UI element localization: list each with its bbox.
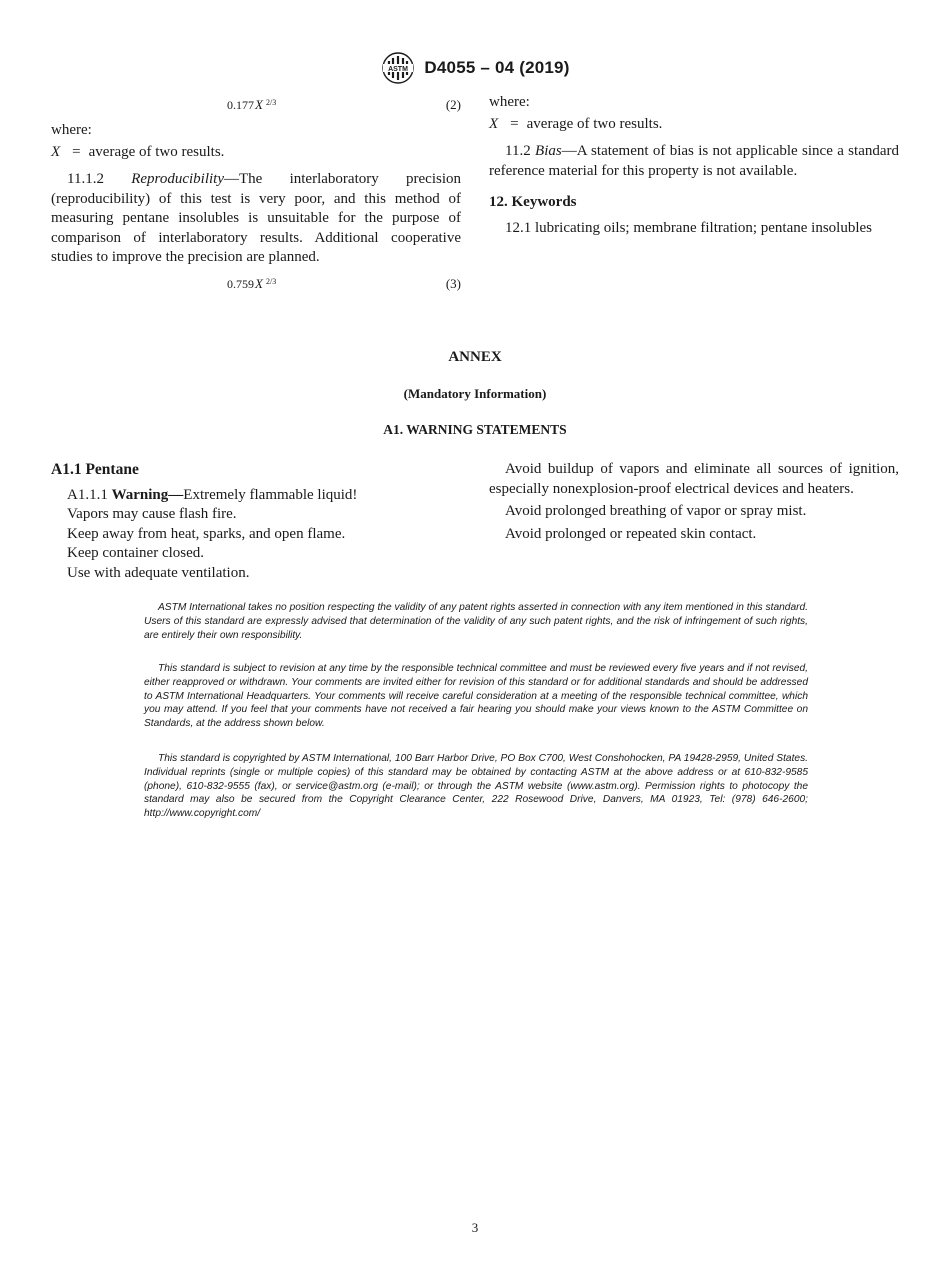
svg-text:ASTM: ASTM xyxy=(388,66,409,73)
equation-3 xyxy=(51,274,461,294)
warning-label: Warning— xyxy=(111,486,184,503)
eq2-coefficient: 0.177 xyxy=(227,98,254,112)
left-column xyxy=(51,95,461,294)
page-number: 3 xyxy=(471,1220,479,1235)
eq3-variable: X xyxy=(255,275,263,291)
eq3-number: (3) xyxy=(445,275,461,291)
def-text: average of two results. xyxy=(88,143,225,160)
annex-section-title: A1. WARNING STATEMENTS xyxy=(383,422,567,437)
where-label: where: xyxy=(489,94,530,110)
eq3-exponent: 2/3 xyxy=(265,276,277,286)
reproducibility-title: Reproducibility xyxy=(131,171,224,187)
warning-line: Avoid prolonged or repeated skin contact. xyxy=(505,525,757,542)
where-label: where: xyxy=(51,122,92,138)
eq2-number: (2) xyxy=(445,97,461,112)
reproducibility-paragraph xyxy=(51,170,461,268)
warning-paragraph: Avoid buildup of vapors and eliminate all sources of ignition, especially nonexplosion-proof electrical devices and heaters. xyxy=(489,461,899,497)
warning-line: Keep container closed. xyxy=(67,545,205,561)
warning-line: Keep away from heat, sparks, and open flame. xyxy=(67,525,346,542)
warning-line: Avoid prolonged breathing of vapor or spray mist. xyxy=(505,503,807,519)
keywords-heading: 12. Keywords xyxy=(489,194,577,210)
bias-paragraph xyxy=(489,142,899,181)
document-id: D4055 – 04 (2019) xyxy=(424,58,570,77)
bias-title: Bias xyxy=(535,143,562,159)
def-equals: = xyxy=(510,115,519,132)
copyright-notice: This standard is copyrighted by ASTM International, 100 Barr Harbor Drive, PO Box C700, West Conshohocken, PA 19428-2959, United States. Individual reprints (single or multiple copies) of this standard may be obtained by contacting ASTM at the above address or at 610-832-9585 (phone), 610-832-9555 (fax), or service@astm.org (e-mail); or through the ASTM website (www.astm.org). Permission rights to photocopy the standard may also be secured from the Copyright Clearance Center, 222 Rosewood Drive, Danvers, MA 01923, Tel: (978) 646-2600; http://www.copyright.com/ xyxy=(144,753,808,820)
reproducibility-text: —The interlaboratory precision (reproducibility) of this test is very poor, and this method of measuring pentane insolubles is unsuitable for the purpose of comparison of interlaboratory results. Additional cooperative studies to improve the precision are planned. xyxy=(51,171,461,265)
right-column xyxy=(489,93,899,238)
keywords-paragraph: 12.1 lubricating oils; membrane filtration; pentane insolubles xyxy=(505,219,873,236)
astm-logo-icon xyxy=(380,52,416,84)
bias-text: —A statement of bias is not applicable since a standard reference material for this property is not available. xyxy=(489,143,899,179)
pentane-right xyxy=(489,460,899,544)
bias-number: 11.2 xyxy=(505,143,531,159)
eq3-coefficient: 0.759 xyxy=(227,276,254,291)
eq2-exponent: 2/3 xyxy=(265,98,277,107)
patent-notice: ASTM International takes no position respecting the validity of any patent rights asserted in connection with any item mentioned in this standard. Users of this standard are expressly advised that determination of the validity of any such patent rights, and the risk of infringement of such rights, are entirely their own responsibility. xyxy=(144,602,808,641)
annex-title: ANNEX xyxy=(448,349,502,365)
annex-subtitle: (Mandatory Information) xyxy=(403,386,547,401)
reproducibility-number: 11.1.2 xyxy=(67,171,104,187)
def-variable: X xyxy=(51,143,61,160)
variable-definition xyxy=(489,115,899,135)
def-text: average of two results. xyxy=(526,115,663,132)
warning-line xyxy=(51,486,461,506)
pentane-left xyxy=(51,460,461,583)
revision-notice: This standard is subject to revision at any time by the responsible technical committee and must be reviewed every five years and if not revised, either reapproved or withdrawn. Your comments are invited either for revision of this standard or for additional standards and should be addressed to ASTM International Headquarters. Your comments will receive careful consideration at a meeting of the responsible technical committee, which you may attend. If you feel that your comments have not received a fair hearing you should make your views known to the ASTM Committee on Standards, at the address shown below. xyxy=(144,663,808,730)
warning-line: Use with adequate ventilation. xyxy=(67,564,250,581)
def-equals: = xyxy=(72,143,81,160)
warning-line: Vapors may cause flash fire. xyxy=(67,506,237,522)
eq2-variable: X xyxy=(255,97,263,112)
variable-definition xyxy=(51,143,461,163)
page-header xyxy=(0,52,950,89)
def-variable: X xyxy=(489,115,499,132)
warning-text: Extremely flammable liquid! xyxy=(183,486,358,503)
pentane-heading: A1.1 Pentane xyxy=(51,461,139,478)
equation-2 xyxy=(51,95,461,115)
warning-number: A1.1.1 xyxy=(67,486,108,503)
